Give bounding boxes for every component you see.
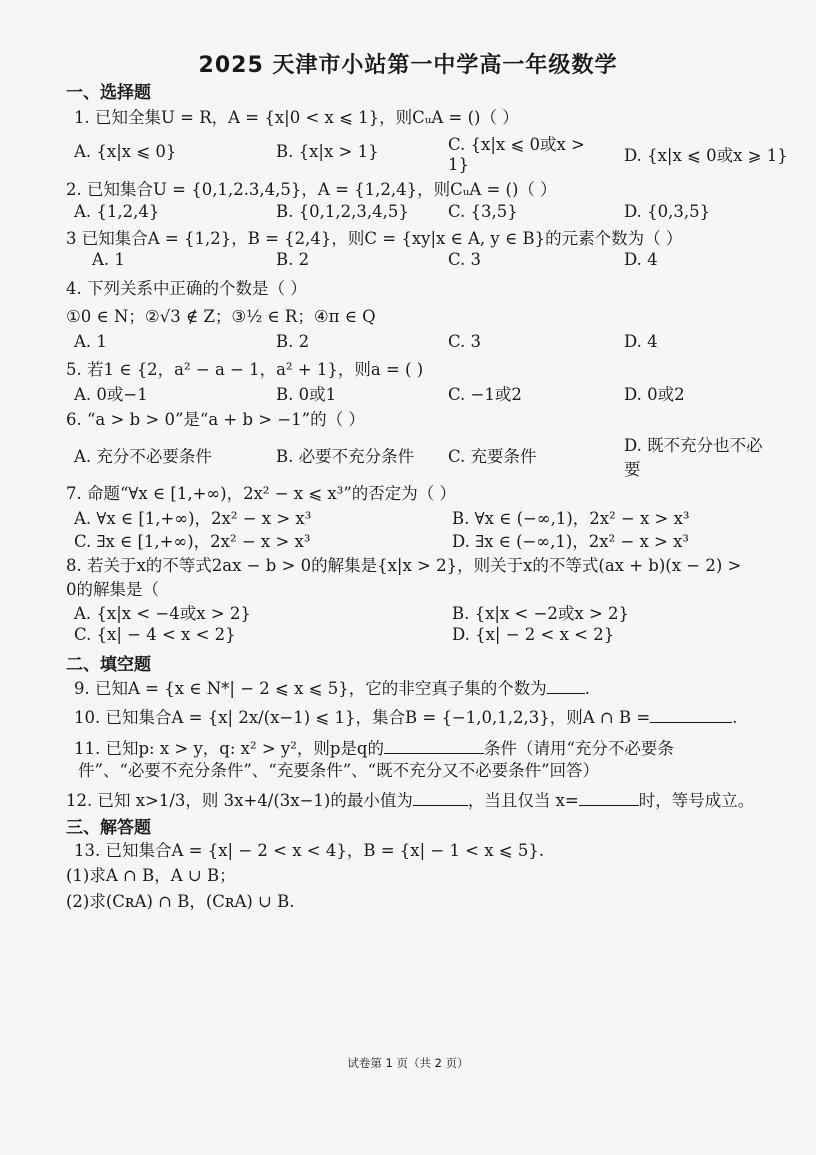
question-8-option-d: D. {x| − 2 < x < 2} — [452, 625, 615, 644]
question-6-option-b: B. 必要不充分条件 — [276, 447, 415, 466]
question-4-option-b: B. 2 — [276, 332, 310, 351]
question-6-option-c: C. 充要条件 — [448, 447, 537, 466]
question-10-answer-blank[interactable] — [650, 708, 732, 723]
question-8-option-c: C. {x| − 4 < x < 2} — [74, 625, 236, 644]
question-10 — [74, 704, 737, 728]
question-9-end: . — [584, 679, 590, 698]
question-4-option-a: A. 1 — [74, 332, 107, 351]
page-footer: 试卷第 1 页（共 2 页） — [347, 1056, 469, 1070]
question-8-stem-line1: 8. 若关于x的不等式2ax − b > 0的解集是{x|x > 2}，则关于x的不等式(ax + b)(x − 2) > — [66, 556, 742, 575]
question-10-text: 10. 已知集合A = {x| 2x/(x−1) ⩽ 1}，集合B = {−1,0,1,2,3}，则A ∩ B = — [74, 708, 651, 727]
question-9-answer-blank[interactable] — [547, 679, 585, 694]
question-11-text: 11. 已知p: x > y，q: x² > y²，则p是q的 — [74, 739, 384, 758]
question-2-option-b: B. {0,1,2,3,4,5} — [276, 202, 409, 221]
question-6-stem: 6. “a > b > 0”是“a + b > −1”的（ ） — [66, 410, 365, 429]
question-11-text-cont: 条件（请用“充分不必要条 — [483, 739, 674, 758]
question-3-option-a: A. 1 — [92, 250, 125, 269]
question-12-end: 时，等号成立。 — [638, 791, 755, 810]
question-11-answer-blank[interactable] — [384, 739, 484, 754]
question-13-part-2: (2)求(CʀA) ∩ B，(CʀA) ∪ B. — [66, 892, 295, 911]
question-7-stem: 7. 命题“∀x ∈ [1,+∞)，2x² − x ⩽ x³”的否定为（ ） — [66, 484, 457, 503]
question-1-option-a: A. {x|x ⩽ 0} — [74, 142, 177, 161]
question-6-option-d-line2: 要 — [624, 460, 641, 479]
question-1-option-b: B. {x|x > 1} — [276, 142, 379, 161]
question-4-items: ①0 ∈ N；②√3 ∉ Z；③½ ∈ R；④π ∈ Q — [66, 307, 376, 326]
question-12-min-blank[interactable] — [413, 791, 468, 806]
question-3-stem: 3 已知集合A = {1,2}，B = {2,4}，则C = {xy|x ∈ A, y ∈ B}的元素个数为（ ） — [66, 229, 683, 248]
page-title: 2025 天津市小站第一中学高一年级数学 — [198, 53, 618, 78]
section-heading-fill-blank: 二、填空题 — [66, 655, 151, 675]
question-3-option-d: D. 4 — [624, 250, 658, 269]
question-8-stem-line2: 0的解集是（ — [66, 580, 159, 599]
question-12-text: 12. 已知 x>1/3，则 3x+4/(3x−1)的最小值为 — [66, 791, 413, 810]
question-7-option-d: D. ∃x ∈ (−∞,1)，2x² − x > x³ — [452, 532, 690, 551]
question-2-option-d: D. {0,3,5} — [624, 202, 711, 221]
question-3-option-b: B. 2 — [276, 250, 310, 269]
question-5-option-d: D. 0或2 — [624, 385, 685, 404]
section-heading-answer: 三、解答题 — [66, 818, 151, 838]
question-4-stem: 4. 下列关系中正确的个数是（ ） — [66, 279, 307, 298]
question-9 — [74, 675, 590, 699]
section-heading-choice: 一、选择题 — [66, 83, 151, 103]
question-1-stem: 1. 已知全集U = R，A = {x|0 < x ⩽ 1}，则CᵤA = ()（ ） — [74, 108, 519, 127]
question-1-option-c-line1: C. {x|x ⩽ 0或x > — [448, 135, 585, 154]
question-4-option-d: D. 4 — [624, 332, 658, 351]
question-1-option-d: D. {x|x ⩽ 0或x ⩾ 1} — [624, 146, 788, 165]
question-13-part-1: (1)求A ∩ B，A ∪ B； — [66, 866, 236, 885]
question-5-option-a: A. 0或−1 — [74, 385, 148, 404]
question-2-option-c: C. {3,5} — [448, 202, 518, 221]
question-10-end: . — [732, 708, 738, 727]
question-11 — [74, 735, 674, 759]
question-11-line2: 件”、“必要不充分条件”、“充要条件”、“既不充分又不必要条件”回答） — [78, 761, 600, 780]
question-4-option-c: C. 3 — [448, 332, 482, 351]
question-2-stem: 2. 已知集合U = {0,1,2.3,4,5}，A = {1,2,4}，则CᵤA = ()（ ） — [66, 180, 557, 199]
question-12-x-blank[interactable] — [579, 791, 639, 806]
question-1-option-c-line2: 1} — [448, 155, 469, 174]
question-12-text-mid: ，当且仅当 x= — [467, 791, 579, 810]
question-7-option-c: C. ∃x ∈ [1,+∞)，2x² − x > x³ — [74, 532, 311, 551]
question-5-stem: 5. 若1 ∈ {2，a² − a − 1，a² + 1}，则a = ( ) — [66, 360, 424, 379]
question-6-option-d-line1: D. 既不充分也不必 — [624, 436, 763, 455]
question-5-option-b: B. 0或1 — [276, 385, 337, 404]
question-7-option-a: A. ∀x ∈ [1,+∞)，2x² − x > x³ — [74, 509, 312, 528]
question-5-option-c: C. −1或2 — [448, 385, 522, 404]
question-7-option-b: B. ∀x ∈ (−∞,1)，2x² − x > x³ — [452, 509, 690, 528]
question-13-stem: 13. 已知集合A = {x| − 2 < x < 4}，B = {x| − 1 < x ⩽ 5}. — [74, 841, 545, 860]
question-8-option-a: A. {x|x < −4或x > 2} — [74, 604, 251, 623]
question-3-option-c: C. 3 — [448, 250, 482, 269]
question-2-option-a: A. {1,2,4} — [74, 202, 160, 221]
question-9-text: 9. 已知A = {x ∈ N*| − 2 ⩽ x ⩽ 5}，它的非空真子集的个数为 — [74, 679, 547, 698]
question-6-option-a: A. 充分不必要条件 — [74, 447, 212, 466]
question-12 — [66, 787, 754, 811]
question-8-option-b: B. {x|x < −2或x > 2} — [452, 604, 630, 623]
